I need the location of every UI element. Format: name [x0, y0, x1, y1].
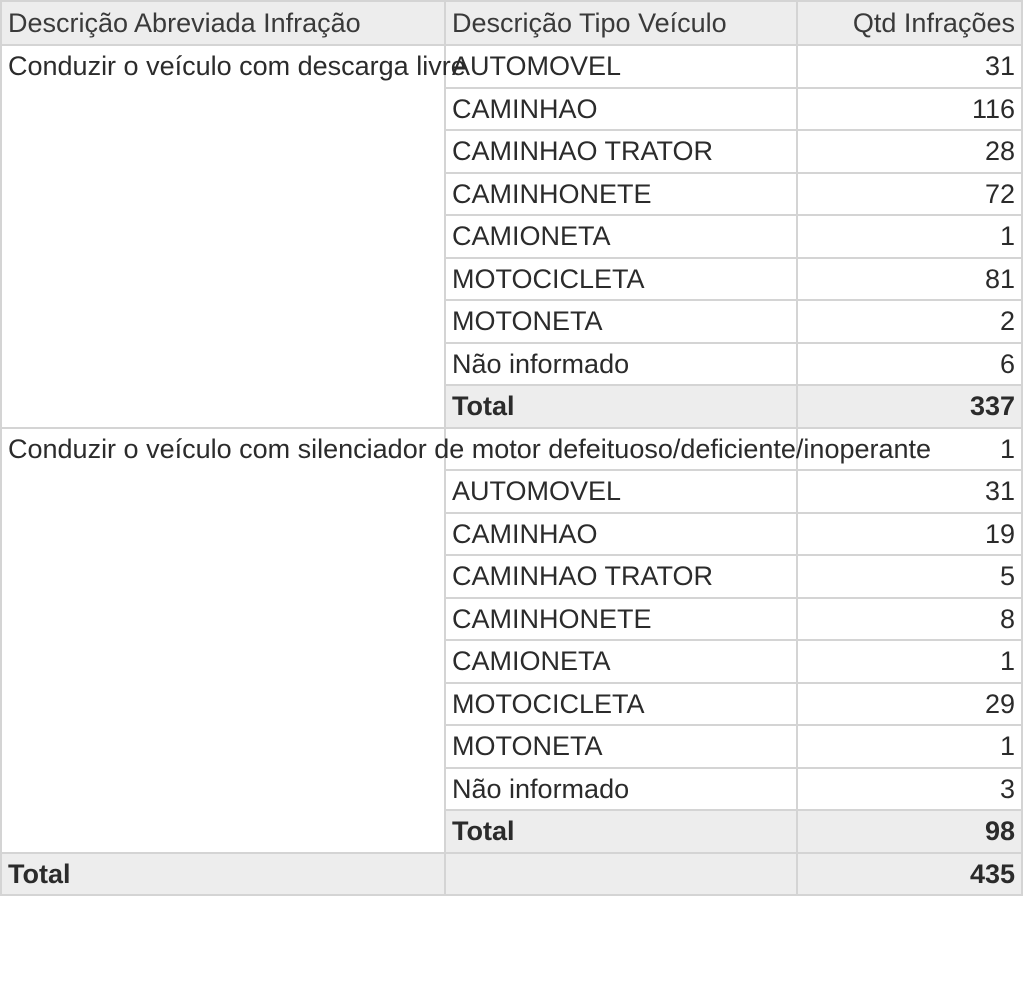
column-header-infraction[interactable]: Descrição Abreviada Infração [1, 1, 445, 45]
count-cell: 1 [797, 428, 1022, 471]
group-infraction-label: Conduzir o veículo com descarga livre [1, 45, 445, 428]
vehicle-type-cell: Não informado [445, 343, 797, 386]
grand-total-row [1, 853, 1022, 896]
vehicle-type-cell: MOTOCICLETA [445, 258, 797, 301]
table-header-row [1, 1, 1022, 45]
count-cell: 5 [797, 555, 1022, 598]
column-header-count[interactable]: Qtd Infrações [797, 1, 1022, 45]
table-row [1, 45, 1022, 88]
vehicle-type-cell: CAMINHAO TRATOR [445, 555, 797, 598]
count-cell: 116 [797, 88, 1022, 131]
vehicle-type-cell: CAMINHONETE [445, 598, 797, 641]
vehicle-type-cell: MOTONETA [445, 300, 797, 343]
count-cell: 1 [797, 215, 1022, 258]
vehicle-type-cell: MOTOCICLETA [445, 683, 797, 726]
vehicle-type-cell: MOTONETA [445, 725, 797, 768]
count-cell: 72 [797, 173, 1022, 216]
table-row [1, 428, 1022, 471]
count-cell: 31 [797, 45, 1022, 88]
vehicle-type-cell: CAMINHAO [445, 88, 797, 131]
count-cell: 1 [797, 725, 1022, 768]
vehicle-type-cell: CAMIONETA [445, 215, 797, 258]
subtotal-label: Total [445, 810, 797, 853]
count-cell: 8 [797, 598, 1022, 641]
subtotal-value: 98 [797, 810, 1022, 853]
count-cell: 2 [797, 300, 1022, 343]
vehicle-type-cell: Não informado [445, 768, 797, 811]
count-cell: 6 [797, 343, 1022, 386]
count-cell: 81 [797, 258, 1022, 301]
count-cell: 1 [797, 640, 1022, 683]
vehicle-type-cell: CAMIONETA [445, 640, 797, 683]
vehicle-type-cell: CAMINHONETE [445, 173, 797, 216]
column-header-vehicle-type[interactable]: Descrição Tipo Veículo [445, 1, 797, 45]
vehicle-type-cell: CAMINHAO [445, 513, 797, 556]
vehicle-type-cell: AUTOMOVEL [445, 470, 797, 513]
group-infraction-label: Conduzir o veículo com silenciador de motor defeituoso/deficiente/inoperante [1, 428, 445, 853]
count-cell: 19 [797, 513, 1022, 556]
count-cell: 28 [797, 130, 1022, 173]
count-cell: 3 [797, 768, 1022, 811]
grand-total-value: 435 [797, 853, 1022, 896]
vehicle-type-cell: AUTOMOVEL [445, 45, 797, 88]
subtotal-value: 337 [797, 385, 1022, 428]
grand-total-label: Total [1, 853, 445, 896]
vehicle-type-cell: CAMINHAO TRATOR [445, 130, 797, 173]
grand-total-empty-cell [445, 853, 797, 896]
count-cell: 29 [797, 683, 1022, 726]
count-cell: 31 [797, 470, 1022, 513]
subtotal-label: Total [445, 385, 797, 428]
